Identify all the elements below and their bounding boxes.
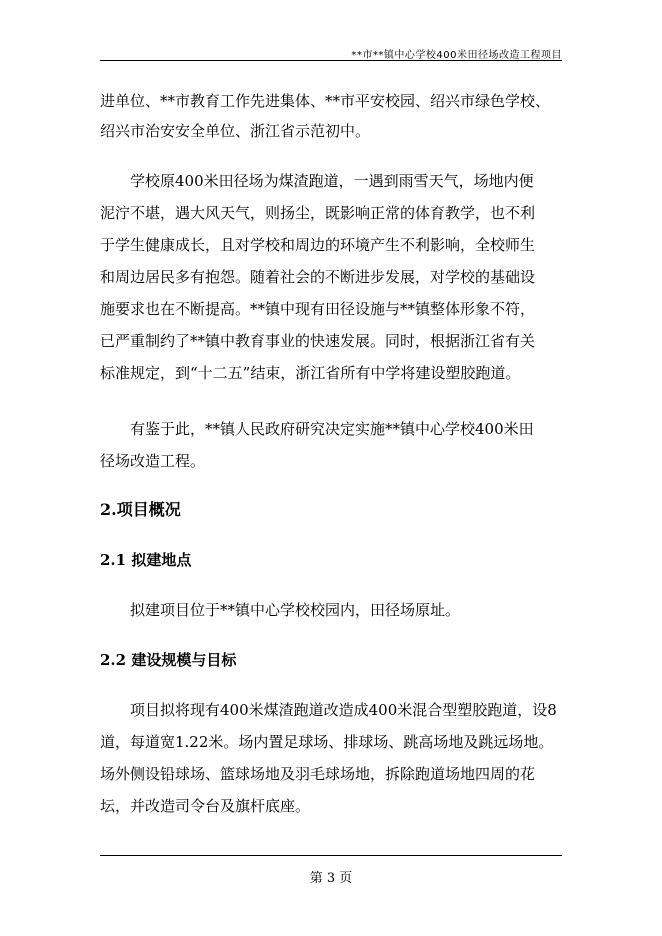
paragraph-line: 进单位、**市教育工作先进集体、**市平安校园、绍兴市绿色学校、 — [100, 92, 551, 110]
paragraph-line: 有鉴于此，**镇人民政府研究决定实施**镇中心学校400米田 — [130, 420, 534, 438]
paragraph-line: 施要求也在不断提高。**镇中现有田径设施与**镇整体形象不符， — [100, 300, 536, 318]
paragraph-line: 道，每道宽1.22米。场内置足球场、排球场、跳高场地及跳远场地。 — [100, 733, 554, 751]
paragraph-line: 坛，并改造司令台及旗杆底座。 — [100, 797, 311, 815]
section-heading: 2.项目概况 — [100, 500, 181, 519]
paragraph-line: 学校原400米田径场为煤渣跑道，一遇到雨雪天气，场地内便 — [130, 172, 534, 190]
header-divider — [100, 60, 562, 61]
paragraph-line: 已严重制约了**镇中教育事业的快速发展。同时，根据浙江省有关 — [100, 332, 536, 350]
paragraph-line: 于学生健康成长，且对学校和周边的环境产生不利影响，全校师生 — [100, 236, 536, 254]
paragraph-line: 和周边居民多有抱怨。随着社会的不断进步发展，对学校的基础设 — [100, 268, 536, 286]
subsection-heading: 2.2 建设规模与目标 — [100, 651, 237, 669]
paragraph-line: 径场改造工程。 — [100, 452, 206, 470]
subsection-heading: 2.1 拟建地点 — [100, 551, 192, 569]
paragraph-line: 绍兴市治安安全单位、浙江省示范初中。 — [100, 122, 371, 140]
paragraph-line: 拟建项目位于**镇中心学校校园内，田径场原址。 — [130, 601, 461, 619]
paragraph-line: 场外侧设铅球场、篮球场地及羽毛球场地，拆除跑道场地四周的花 — [100, 765, 536, 783]
footer-divider — [100, 855, 562, 856]
paragraph-line: 项目拟将现有400米煤渣跑道改造成400米混合型塑胶跑道，设8 — [130, 701, 557, 719]
header-title: **市**镇中心学校400米田径场改造工程项目 — [351, 50, 562, 61]
paragraph-line: 标准规定，到“十二五”结束，浙江省所有中学将建设塑胶跑道。 — [100, 364, 521, 382]
page-number: 第 3 页 — [309, 871, 353, 886]
paragraph-line: 泥泞不堪，遇大风天气，则扬尘，既影响正常的体育教学，也不利 — [100, 204, 536, 222]
